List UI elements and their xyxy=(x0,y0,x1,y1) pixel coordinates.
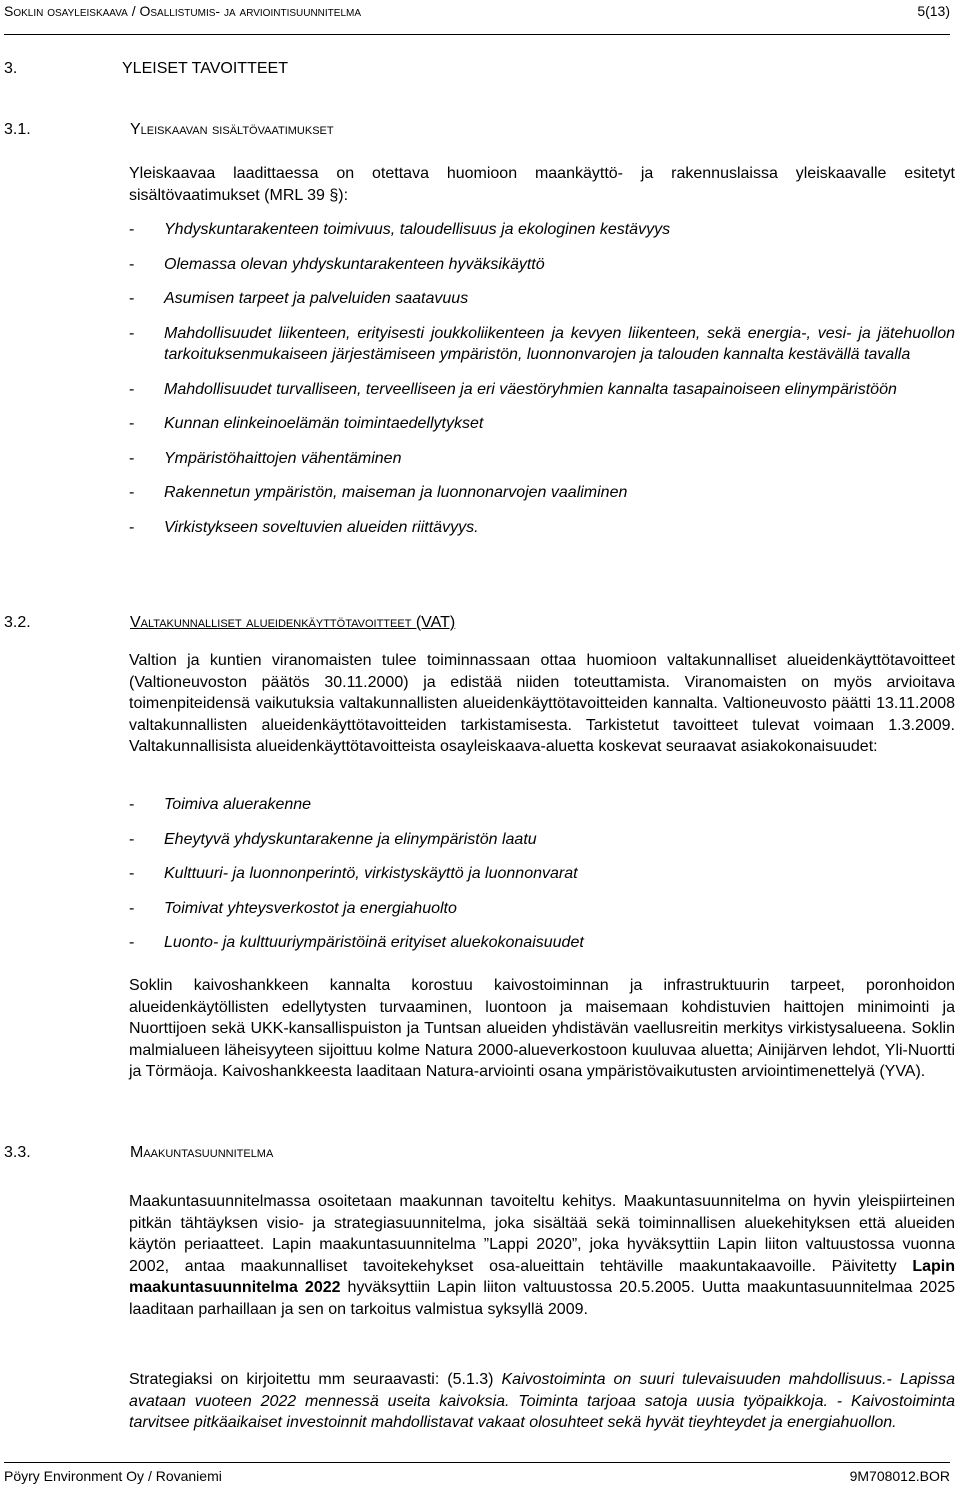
list-item: - Toimiva aluerakenne xyxy=(129,796,312,813)
section-3-heading xyxy=(4,60,288,78)
page-number: 5(13) xyxy=(917,3,950,19)
list-item: - Mahdollisuudet liikenteen, erityisesti joukkoliikenteen ja kevyen liikenteen, sekä energia-, vesi- ja jätehuollon tarkoituksenmukaiseen järjestämiseen ympäristön, luonnonvarojen ja talouden kannalta kestävällä tavalla xyxy=(129,324,955,363)
s31-intro-paragraph: Yleiskaavaa laadittaessa on otettava huomioon maankäyttö- ja rakennuslaissa yleiskaavalle esitetyt sisältövaatimukset (MRL 39 §): xyxy=(129,165,955,204)
section-title: Valtakunnalliset alueidenkäyttötavoitteet (VAT) xyxy=(130,614,456,631)
page-footer xyxy=(4,1462,950,1487)
s33-paragraph-2: Strategiaksi on kirjoitettu mm seuraavasti: (5.1.3) Kaivostoiminta on suuri tulevaisuuden mahdollisuus.- Lapissa avataan vuoteen 2022 mennessä useita kaivoksia. Toiminta tarjoaa satoja uusia työpaikkoja. - Kaivostoiminta tarvitsee pitkäaikaiset investoinnit mahdollistavat vakaat olosuhteet sekä hyvät tieyhteydet ja energiahuollon. xyxy=(129,1371,956,1431)
list-item: - Ympäristöhaittojen vähentäminen xyxy=(129,449,402,467)
list-item: - Asumisen tarpeet ja palveluiden saatavuus xyxy=(129,290,469,307)
section-3-3-heading xyxy=(4,1144,273,1162)
footer-company: Pöyry Environment Oy / Rovaniemi xyxy=(4,1468,222,1484)
section-number: 3. xyxy=(4,60,18,77)
section-3-2-heading xyxy=(4,614,455,632)
section-title: Yleiskaavan sisältövaatimukset xyxy=(130,121,334,138)
list-item: - Toimivat yhteysverkostot ja energiahuolto xyxy=(129,899,457,917)
list-item: - Rakennetun ympäristön, maiseman ja luonnonarvojen vaaliminen xyxy=(129,484,628,501)
section-number: 3.3. xyxy=(4,1144,31,1161)
strategy-quote: Kaivostoiminta on suuri tulevaisuuden mahdollisuus.- Lapissa avataan vuoteen 2022 mennessä useita kaivoksia. Toiminta tarjoaa satoja uusia työpaikkoja. - Kaivostoiminta tarvitsee pitkäaikaiset investoinnit mahdollistavat vakaat olosuhteet sekä hyvät tieyhteydet ja energiahuollon. xyxy=(129,1371,956,1431)
section-number: 3.2. xyxy=(4,614,31,631)
s32-paragraph-2: Soklin kaivoshankkeen kannalta korostuu kaivostoiminnan ja infrastruktuurin tarpeet, poronhoidon alueidenkäytöllisten edellytysten turvaaminen, luontoon ja maisemaan kohdistuvien haittojen minimointi ja Nuorttijoen sekä UKK-kansallispuiston ja Tuntsan alueiden yhdistävän vaellusreitin merkitys virkistysalueena. Soklin malmialueen läheisyyteen sijoittuu kolme Natura 2000-alueverkostoon kuuluvaa aluetta; Ainijärven lehdot, Yli-Nuortti ja Törmäoja. Kaivoshankkeesta laaditaan Natura-arviointi osana ympäristövaikutusten arviointimenettelyä (YVA). xyxy=(129,977,955,1080)
list-item: - Eheytyvä yhdyskuntarakenne ja elinympäristön laatu xyxy=(129,830,537,848)
list-item: - Yhdyskuntarakenteen toimivuus, taloudellisuus ja ekologinen kestävyys xyxy=(129,221,671,238)
list-item: - Kunnan elinkeinoelämän toimintaedellytykset xyxy=(129,415,484,432)
s32-paragraph-1: Valtion ja kuntien viranomaisten tulee toiminnassaan ottaa huomioon valtakunnalliset alueidenkäyttötavoitteet (Valtioneuvoston päätös 30.11.2000) ja edistää niiden toteuttamista. Viranomaisten on myös arvioitava toimenpiteidensä vaikutuksia valtakunnallisten alueidenkäyttötavoitteiden kannalta. Valtioneuvosto päätti 13.11.2008 valtakunnallisten alueidenkäyttötavoitteiden tarkistamisesta. Tarkistetut tavoitteet tulevat voimaan 1.3.2009. Valtakunnallisista alueidenkäyttötavoitteista osayleiskaava-aluetta koskevat seuraavat asiakokonaisuudet: xyxy=(129,652,955,755)
s31-requirements-list xyxy=(129,219,955,538)
section-title: Maakuntasuunnitelma xyxy=(130,1144,274,1161)
list-item: - Luonto- ja kulttuuriympäristöinä erityiset aluekokonaisuudet xyxy=(129,934,584,951)
list-item: - Virkistykseen soveltuvien alueiden riittävyys. xyxy=(129,518,479,536)
section-3-1-heading xyxy=(4,121,334,139)
section-title: YLEISET TAVOITTEET xyxy=(122,60,288,77)
list-item: - Olemassa olevan yhdyskuntarakenteen hyväksikäyttö xyxy=(129,255,545,273)
footer-document-code: 9M708012.BOR xyxy=(849,1468,950,1484)
page-header xyxy=(4,0,950,35)
plan-name-bold: Lapin maakuntasuunnitelma 2022 xyxy=(129,1257,955,1296)
section-number: 3.1. xyxy=(4,121,31,138)
list-item: - Mahdollisuudet turvalliseen, terveelliseen ja eri väestöryhmien kannalta tasapainoiseen elinympäristöön xyxy=(129,380,897,398)
list-item: - Kulttuuri- ja luonnonperintö, virkistyskäyttö ja luonnonvarat xyxy=(129,865,578,882)
s32-goals-list xyxy=(129,794,955,954)
s33-paragraph-1: Maakuntasuunnitelmassa osoitetaan maakunnan tavoiteltu kehitys. Maakuntasuunnitelma on hyvin yleispiirteinen pitkän tähtäyksen visio- ja strategiasuunnitelma, joka sisältää sekä toiminnallisen aluekehityksen että alueiden käytön periaatteet. Lapin maakuntasuunnitelma ”Lappi 2020”, joka hyväksyttiin Lapin liiton valtuustossa vuonna 2002, antaa maakunnalliset tavoitekehykset osa-alueittain tehtäville maakuntakaavoille. Päivitetty Lapin maakuntasuunnitelma 2022 hyväksyttiin Lapin liiton valtuustossa 20.5.2005. Uutta maakuntasuunnitelmaa 2025 laaditaan parhaillaan ja sen on tarkoitus valmistua syksyllä 2009. xyxy=(129,1193,955,1318)
document-title: Soklin osayleiskaava / Osallistumis- ja arviointisuunnitelma xyxy=(4,3,362,19)
